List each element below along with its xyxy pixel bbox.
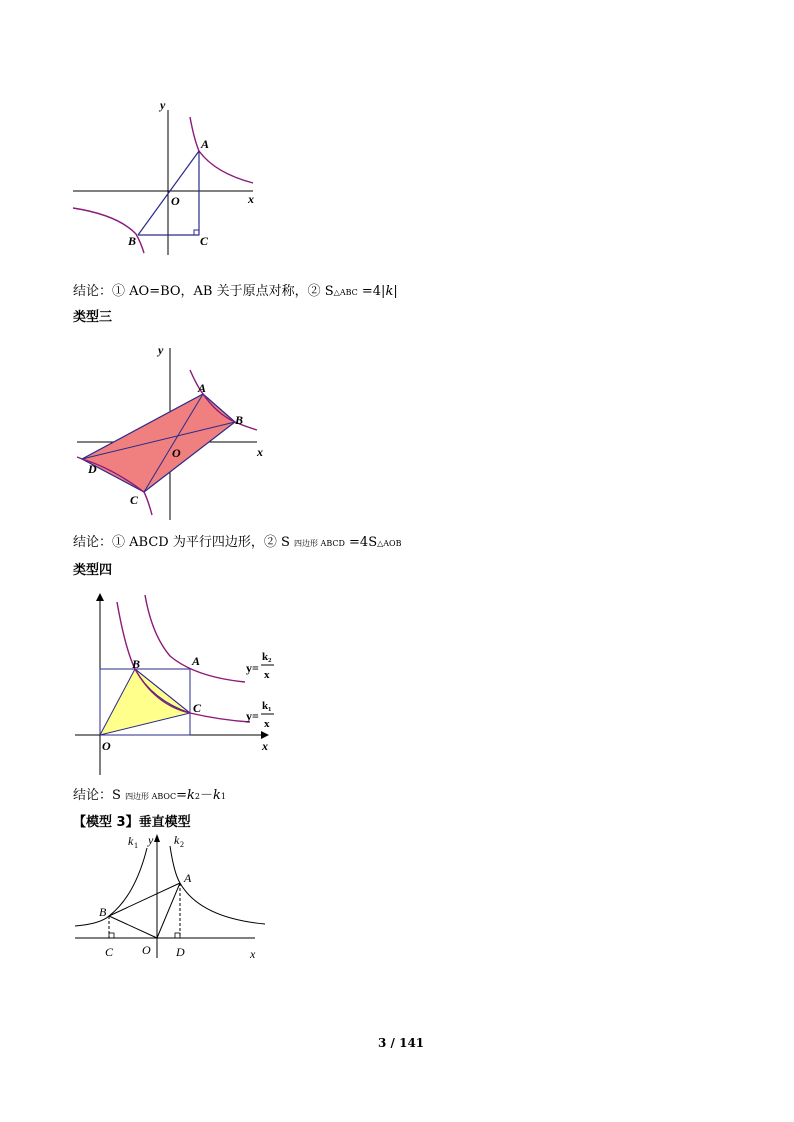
equation-k2-den: x [264, 669, 270, 681]
label-k1: k [128, 834, 134, 848]
label-k2-sub: 2 [180, 840, 184, 849]
conclusion-3 [73, 788, 226, 805]
label-x: x [257, 445, 263, 459]
conclusion-2-subscript-1: 四边形 ABCD [294, 539, 345, 548]
equation-k2-lhs: y= [246, 661, 259, 675]
label-x: x [262, 739, 268, 753]
figure-4-perpendicular-model [70, 828, 270, 968]
figure-1-symmetric-triangle [68, 95, 268, 255]
x-axis-arrow [261, 731, 269, 739]
figure-2-parallelogram [72, 340, 272, 520]
conclusion-2-mid: =4S [344, 535, 378, 550]
conclusion-1-k: k [385, 284, 394, 299]
label-c: C [130, 493, 139, 507]
segment-ob [109, 916, 157, 938]
y-axis-arrow [154, 834, 160, 842]
equation-k1 [246, 700, 274, 730]
conclusion-3-minus: － [199, 788, 213, 803]
page-number: 3 / 141 [378, 1036, 425, 1050]
label-o: O [102, 739, 111, 753]
label-a: A [192, 654, 201, 668]
label-a: A [201, 137, 210, 151]
right-angle-mark-c [109, 933, 114, 938]
label-o: O [172, 446, 181, 460]
segment-oa [157, 883, 180, 938]
y-axis-arrow [96, 593, 104, 601]
label-x: x [250, 947, 256, 961]
label-d: D [88, 462, 97, 476]
conclusion-3-k1-sub: 1 [220, 792, 226, 801]
conclusion-3-s: S [112, 788, 126, 803]
conclusion-2-subscript-2: △AOB [377, 539, 402, 548]
label-y: y [158, 343, 164, 357]
label-b: B [235, 413, 244, 427]
conclusion-3-k2-sub: 2 [194, 792, 200, 801]
label-x: x [248, 192, 254, 206]
conclusion-1-tail-a: =4| [357, 284, 386, 299]
label-k1-sub: 1 [134, 841, 138, 850]
equation-k1-den: x [264, 718, 270, 730]
figure-3-two-hyperbolas [70, 590, 290, 780]
label-k2: k [174, 833, 180, 847]
conclusion-1-point-2: ② S [307, 284, 334, 299]
heading-type-3: 类型三 [73, 310, 113, 325]
curve-k1 [75, 848, 147, 926]
label-a: A [198, 381, 207, 395]
equation-k1-num: k₁ [262, 700, 272, 712]
label-c: C [105, 945, 114, 959]
label-d: D [176, 945, 185, 959]
heading-type-4: 类型四 [73, 563, 113, 578]
label-y: y [148, 833, 154, 847]
heading-model-3: 【模型 3】垂直模型 [73, 815, 191, 830]
label-y: y [160, 98, 166, 112]
conclusion-1-tail-b: | [393, 284, 398, 299]
conclusion-3-k2: k [187, 788, 195, 803]
conclusion-3-k1: k [213, 788, 221, 803]
conclusion-1-subscript: △ABC [333, 288, 358, 297]
conclusion-2-prefix: 结论： [73, 535, 113, 550]
conclusion-1-prefix: 结论： [73, 284, 113, 299]
conclusion-3-eq: = [176, 788, 187, 803]
equation-k2-num: k₂ [262, 651, 272, 663]
segment-ab [109, 883, 180, 916]
conclusion-2-point-1: ① ABCD 为平行四边形， [112, 535, 264, 550]
label-a: A [184, 871, 192, 885]
equation-k2 [246, 651, 274, 681]
conclusion-1-point-1: ① AO=BO，AB 关于原点对称， [112, 284, 308, 299]
label-c: C [193, 701, 202, 715]
curve-k2 [170, 846, 265, 924]
conclusion-2-point-2: ② S [263, 535, 295, 550]
right-angle-mark-d [175, 933, 180, 938]
label-b: B [99, 905, 107, 919]
conclusion-3-subscript: 四边形 ABOC [125, 792, 177, 801]
conclusion-1 [73, 284, 398, 301]
label-b: B [132, 657, 141, 671]
right-angle-mark [194, 230, 199, 235]
conclusion-3-prefix: 结论： [73, 788, 113, 803]
conclusion-2 [73, 535, 401, 552]
label-b: B [128, 234, 137, 248]
label-c: C [200, 234, 209, 248]
label-o: O [171, 194, 180, 208]
parallelogram-abcd [82, 394, 235, 492]
label-o: O [142, 943, 151, 957]
equation-k1-lhs: y= [246, 709, 259, 723]
